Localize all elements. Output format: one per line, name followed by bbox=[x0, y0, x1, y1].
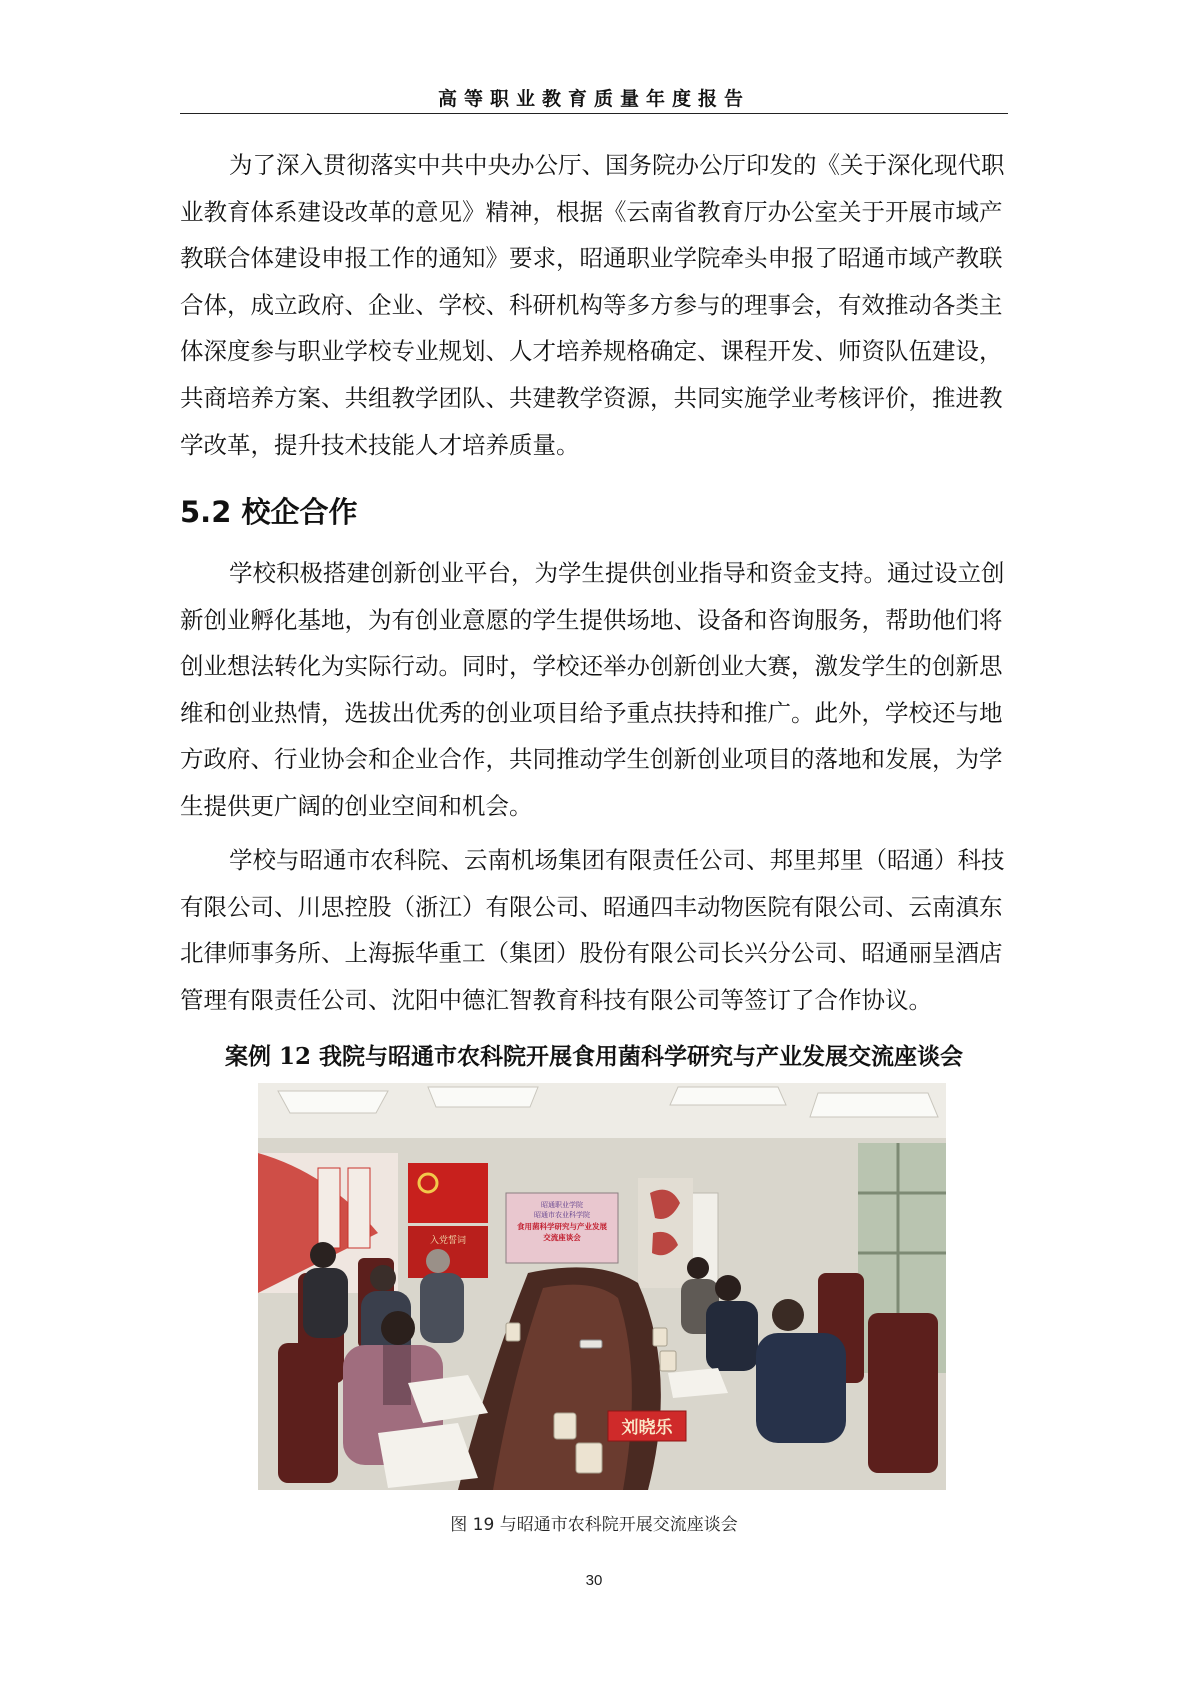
text-line: 生提供更广阔的创业空间和机会。 bbox=[180, 791, 533, 820]
screen-line: 昭通职业学院 bbox=[541, 1201, 583, 1209]
screen-line: 昭通市农业科学院 bbox=[534, 1211, 590, 1219]
header-divider bbox=[180, 113, 1008, 114]
text-line: 学校积极搭建创新创业平台，为学生提供创业指导和资金支持。通过设立创 bbox=[229, 559, 1005, 587]
nameplate-text: 刘晓乐 bbox=[621, 1418, 673, 1438]
screen-line: 交流座谈会 bbox=[543, 1233, 581, 1242]
figure-caption: 图 19 与昭通市农科院开展交流座谈会 bbox=[450, 1515, 738, 1535]
text-line: 创业想法转化为实际行动。同时，学校还举办创新创业大赛，激发学生的创新思 bbox=[180, 652, 1003, 681]
text-line: 共商培养方案、共组教学团队、共建教学资源，共同实施学业考核评价，推进教 bbox=[180, 383, 1003, 412]
meeting-photo bbox=[258, 1083, 946, 1490]
text-line: 教联合体建设申报工作的通知》要求，昭通职业学院牵头申报了昭通市域产教联 bbox=[180, 244, 1003, 273]
text-line: 合体，成立政府、企业、学校、科研机构等多方参与的理事会，有效推动各类主 bbox=[180, 290, 1003, 319]
paragraph-partners bbox=[180, 837, 1008, 1023]
text-line: 体深度参与职业学校专业规划、人才培养规格确定、课程开发、师资队伍建设， bbox=[180, 337, 1003, 366]
case-title: 案例 12 我院与昭通市农科院开展食用菌科学研究与产业发展交流座谈会 bbox=[224, 1043, 964, 1070]
page-number: 30 bbox=[585, 1572, 603, 1589]
running-header: 高等职业教育质量年度报告 bbox=[437, 88, 750, 110]
text-line: 业教育体系建设改革的意见》精神，根据《云南省教育厅办公室关于开展市域产 bbox=[180, 197, 1003, 226]
text-line: 北律师事务所、上海振华重工（集团）股份有限公司长兴分公司、昭通丽呈酒店 bbox=[180, 939, 1003, 968]
paragraph-innovation bbox=[180, 550, 1008, 830]
text-line: 维和创业热情，选拔出优秀的创业项目给予重点扶持和推广。此外，学校还与地 bbox=[180, 698, 1003, 727]
text-line: 学改革，提升技术技能人才培养质量。 bbox=[180, 430, 580, 459]
wall-sign-text: 入党誓词 bbox=[429, 1236, 467, 1246]
text-line: 方政府、行业协会和企业合作，共同推动学生创新创业项目的落地和发展，为学 bbox=[180, 745, 1003, 774]
paragraph-policy bbox=[180, 142, 1008, 468]
text-line: 管理有限责任公司、沈阳中德汇智教育科技有限公司等签订了合作协议。 bbox=[180, 985, 932, 1014]
text-line: 学校与昭通市农科院、云南机场集团有限责任公司、邦里邦里（昭通）科技 bbox=[229, 846, 1005, 874]
section-heading: 5.2 校企合作 bbox=[180, 495, 358, 529]
text-line: 有限公司、川思控股（浙江）有限公司、昭通四丰动物医院有限公司、云南滇东 bbox=[180, 892, 1003, 921]
text-line: 新创业孵化基地，为有创业意愿的学生提供场地、设备和咨询服务，帮助他们将 bbox=[180, 605, 1003, 634]
screen-line: 食用菌科学研究与产业发展 bbox=[517, 1222, 607, 1231]
text-line: 为了深入贯彻落实中共中央办公厅、国务院办公厅印发的《关于深化现代职 bbox=[229, 151, 1005, 179]
party-flag bbox=[408, 1163, 488, 1223]
